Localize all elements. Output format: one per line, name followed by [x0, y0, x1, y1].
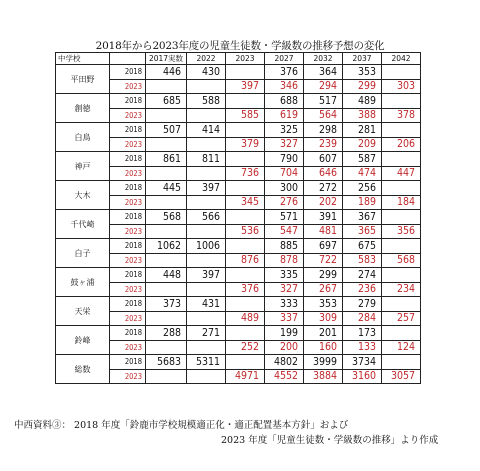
- value-cell: 474: [343, 166, 382, 181]
- value-cell: [146, 340, 187, 355]
- value-cell: [146, 282, 187, 297]
- value-cell: [382, 297, 421, 312]
- value-cell: 571: [265, 210, 304, 225]
- value-cell: [226, 268, 265, 283]
- header-col: 2027: [265, 53, 304, 65]
- value-cell: 133: [343, 340, 382, 355]
- school-name: 平田野: [56, 65, 110, 94]
- value-cell: 4971: [226, 369, 265, 384]
- value-cell: [187, 282, 226, 297]
- value-cell: 445: [146, 181, 187, 196]
- value-cell: 568: [146, 210, 187, 225]
- school-name: 天栄: [56, 297, 110, 326]
- value-cell: 446: [146, 65, 187, 80]
- table-title: 2018年から2023年度の児童生徒数・学級数の推移予想の変化: [95, 40, 385, 52]
- estimate-year: 2023: [110, 79, 146, 94]
- school-name: 白鳥: [56, 123, 110, 152]
- value-cell: 583: [343, 253, 382, 268]
- value-cell: 481: [304, 224, 343, 239]
- header-row: [56, 53, 421, 65]
- value-cell: [226, 239, 265, 254]
- value-cell: 234: [382, 282, 421, 297]
- value-cell: 564: [304, 108, 343, 123]
- value-cell: 431: [187, 297, 226, 312]
- value-cell: 202: [304, 195, 343, 210]
- value-cell: [146, 137, 187, 152]
- estimate-year: 2023: [110, 340, 146, 355]
- table-row-2023: [56, 369, 421, 384]
- value-cell: 685: [146, 94, 187, 109]
- value-cell: 299: [304, 268, 343, 283]
- school-name: 鈴峰: [56, 326, 110, 355]
- value-cell: 160: [304, 340, 343, 355]
- value-cell: 184: [382, 195, 421, 210]
- value-cell: 3057: [382, 369, 421, 384]
- estimate-year: 2023: [110, 195, 146, 210]
- value-cell: 3999: [304, 355, 343, 370]
- value-cell: 736: [226, 166, 265, 181]
- value-cell: [226, 355, 265, 370]
- value-cell: [382, 326, 421, 341]
- estimate-year: 2018: [110, 152, 146, 167]
- value-cell: [146, 166, 187, 181]
- value-cell: 327: [265, 137, 304, 152]
- value-cell: [382, 152, 421, 167]
- estimate-year: 2018: [110, 239, 146, 254]
- value-cell: 189: [343, 195, 382, 210]
- table-row-2023: [56, 282, 421, 297]
- value-cell: 4802: [265, 355, 304, 370]
- table-row-2018: [56, 94, 421, 109]
- table-row-2023: [56, 253, 421, 268]
- value-cell: [187, 253, 226, 268]
- value-cell: 5311: [187, 355, 226, 370]
- value-cell: 5683: [146, 355, 187, 370]
- value-cell: [226, 297, 265, 312]
- value-cell: 271: [187, 326, 226, 341]
- estimate-year: 2018: [110, 268, 146, 283]
- enrollment-table: [55, 52, 421, 384]
- value-cell: 201: [304, 326, 343, 341]
- table-row-2023: [56, 340, 421, 355]
- value-cell: 281: [343, 123, 382, 138]
- value-cell: 367: [343, 210, 382, 225]
- value-cell: [146, 79, 187, 94]
- value-cell: 489: [343, 94, 382, 109]
- value-cell: 1062: [146, 239, 187, 254]
- table-row-2018: [56, 239, 421, 254]
- value-cell: [226, 326, 265, 341]
- value-cell: 256: [343, 181, 382, 196]
- value-cell: 585: [226, 108, 265, 123]
- value-cell: [187, 166, 226, 181]
- value-cell: 124: [382, 340, 421, 355]
- estimate-year: 2023: [110, 137, 146, 152]
- value-cell: 325: [265, 123, 304, 138]
- estimate-year: 2018: [110, 210, 146, 225]
- value-cell: 309: [304, 311, 343, 326]
- value-cell: 878: [265, 253, 304, 268]
- table-row-2018: [56, 210, 421, 225]
- value-cell: [382, 123, 421, 138]
- value-cell: [226, 210, 265, 225]
- value-cell: 885: [265, 239, 304, 254]
- value-cell: 588: [187, 94, 226, 109]
- estimate-year: 2023: [110, 369, 146, 384]
- header-col: 2032: [304, 53, 343, 65]
- header-col: 2017実数: [146, 53, 187, 65]
- header-col: 2023: [226, 53, 265, 65]
- table-row-2018: [56, 123, 421, 138]
- value-cell: 811: [187, 152, 226, 167]
- value-cell: [187, 137, 226, 152]
- value-cell: 173: [343, 326, 382, 341]
- value-cell: 252: [226, 340, 265, 355]
- table-row-2018: [56, 268, 421, 283]
- estimate-year: 2018: [110, 123, 146, 138]
- value-cell: 704: [265, 166, 304, 181]
- value-cell: [226, 123, 265, 138]
- value-cell: [382, 268, 421, 283]
- value-cell: 536: [226, 224, 265, 239]
- value-cell: 378: [382, 108, 421, 123]
- value-cell: [187, 340, 226, 355]
- estimate-year: 2023: [110, 166, 146, 181]
- value-cell: 397: [226, 79, 265, 94]
- value-cell: 356: [382, 224, 421, 239]
- estimate-year: 2018: [110, 65, 146, 80]
- value-cell: [382, 239, 421, 254]
- estimate-year: 2018: [110, 355, 146, 370]
- value-cell: 200: [265, 340, 304, 355]
- school-name: 鼓ヶ浦: [56, 268, 110, 297]
- value-cell: 388: [343, 108, 382, 123]
- table-row-2018: [56, 355, 421, 370]
- value-cell: 607: [304, 152, 343, 167]
- value-cell: [226, 65, 265, 80]
- value-cell: 236: [343, 282, 382, 297]
- estimate-year: 2018: [110, 297, 146, 312]
- value-cell: 4552: [265, 369, 304, 384]
- value-cell: 861: [146, 152, 187, 167]
- value-cell: 300: [265, 181, 304, 196]
- value-cell: 397: [187, 181, 226, 196]
- value-cell: 345: [226, 195, 265, 210]
- value-cell: [382, 94, 421, 109]
- value-cell: 430: [187, 65, 226, 80]
- value-cell: [187, 224, 226, 239]
- value-cell: 619: [265, 108, 304, 123]
- table-row-2023: [56, 166, 421, 181]
- header-col: 2042: [382, 53, 421, 65]
- value-cell: 489: [226, 311, 265, 326]
- value-cell: 333: [265, 297, 304, 312]
- header-col: 2037: [343, 53, 382, 65]
- value-cell: 267: [304, 282, 343, 297]
- value-cell: [187, 369, 226, 384]
- estimate-year: 2018: [110, 181, 146, 196]
- value-cell: 276: [265, 195, 304, 210]
- value-cell: [382, 355, 421, 370]
- value-cell: 353: [343, 65, 382, 80]
- value-cell: 272: [304, 181, 343, 196]
- value-cell: 876: [226, 253, 265, 268]
- value-cell: 376: [265, 65, 304, 80]
- value-cell: 288: [146, 326, 187, 341]
- table-row-2018: [56, 152, 421, 167]
- value-cell: [146, 369, 187, 384]
- value-cell: 327: [265, 282, 304, 297]
- estimate-year: 2023: [110, 311, 146, 326]
- value-cell: [146, 195, 187, 210]
- estimate-year: 2023: [110, 224, 146, 239]
- value-cell: 279: [343, 297, 382, 312]
- value-cell: 697: [304, 239, 343, 254]
- value-cell: 448: [146, 268, 187, 283]
- value-cell: [382, 65, 421, 80]
- school-name: 神戸: [56, 152, 110, 181]
- value-cell: [187, 195, 226, 210]
- value-cell: 284: [343, 311, 382, 326]
- value-cell: 298: [304, 123, 343, 138]
- school-name: 大木: [56, 181, 110, 210]
- value-cell: 299: [343, 79, 382, 94]
- table-row-2023: [56, 224, 421, 239]
- estimate-year: 2018: [110, 326, 146, 341]
- value-cell: 447: [382, 166, 421, 181]
- value-cell: 3734: [343, 355, 382, 370]
- value-cell: 507: [146, 123, 187, 138]
- source-note-line1: 中西資料③： 2018 年度「鈴鹿市学校規模適正化・適正配置基本方針」および: [14, 420, 349, 431]
- value-cell: 373: [146, 297, 187, 312]
- value-cell: 688: [265, 94, 304, 109]
- value-cell: [146, 224, 187, 239]
- value-cell: 397: [187, 268, 226, 283]
- table-row-2023: [56, 108, 421, 123]
- school-name: 白子: [56, 239, 110, 268]
- school-name: 総数: [56, 355, 110, 384]
- value-cell: 675: [343, 239, 382, 254]
- value-cell: 566: [187, 210, 226, 225]
- value-cell: 790: [265, 152, 304, 167]
- value-cell: [187, 79, 226, 94]
- value-cell: 722: [304, 253, 343, 268]
- value-cell: 337: [265, 311, 304, 326]
- estimate-year: 2023: [110, 253, 146, 268]
- estimate-year: 2018: [110, 94, 146, 109]
- value-cell: [226, 152, 265, 167]
- value-cell: 414: [187, 123, 226, 138]
- value-cell: 239: [304, 137, 343, 152]
- value-cell: 346: [265, 79, 304, 94]
- estimate-year: 2023: [110, 108, 146, 123]
- value-cell: [382, 181, 421, 196]
- estimate-year: 2023: [110, 282, 146, 297]
- value-cell: 376: [226, 282, 265, 297]
- value-cell: [226, 181, 265, 196]
- value-cell: 646: [304, 166, 343, 181]
- table-row-2018: [56, 181, 421, 196]
- value-cell: 517: [304, 94, 343, 109]
- table-row-2018: [56, 326, 421, 341]
- header-year-type: [110, 53, 146, 65]
- header-col: 2022: [187, 53, 226, 65]
- school-name: 千代崎: [56, 210, 110, 239]
- value-cell: [382, 210, 421, 225]
- value-cell: [187, 108, 226, 123]
- table-row-2023: [56, 79, 421, 94]
- value-cell: 199: [265, 326, 304, 341]
- value-cell: 1006: [187, 239, 226, 254]
- school-name: 創徳: [56, 94, 110, 123]
- header-school: 中学校: [56, 53, 110, 65]
- source-note-line2: 2023 年度「児童生徒数・学級数の推移」より作成: [221, 435, 439, 446]
- value-cell: 379: [226, 137, 265, 152]
- table-row-2023: [56, 195, 421, 210]
- value-cell: 294: [304, 79, 343, 94]
- value-cell: [146, 311, 187, 326]
- value-cell: 335: [265, 268, 304, 283]
- table-row-2023: [56, 137, 421, 152]
- value-cell: 568: [382, 253, 421, 268]
- value-cell: [146, 253, 187, 268]
- value-cell: 3884: [304, 369, 343, 384]
- value-cell: 303: [382, 79, 421, 94]
- value-cell: [146, 108, 187, 123]
- value-cell: 391: [304, 210, 343, 225]
- value-cell: 3160: [343, 369, 382, 384]
- value-cell: 274: [343, 268, 382, 283]
- value-cell: [226, 94, 265, 109]
- table-row-2018: [56, 65, 421, 80]
- value-cell: 257: [382, 311, 421, 326]
- value-cell: 353: [304, 297, 343, 312]
- table-row-2018: [56, 297, 421, 312]
- value-cell: 209: [343, 137, 382, 152]
- value-cell: 364: [304, 65, 343, 80]
- value-cell: 547: [265, 224, 304, 239]
- value-cell: [187, 311, 226, 326]
- value-cell: 206: [382, 137, 421, 152]
- value-cell: 587: [343, 152, 382, 167]
- table-row-2023: [56, 311, 421, 326]
- value-cell: 365: [343, 224, 382, 239]
